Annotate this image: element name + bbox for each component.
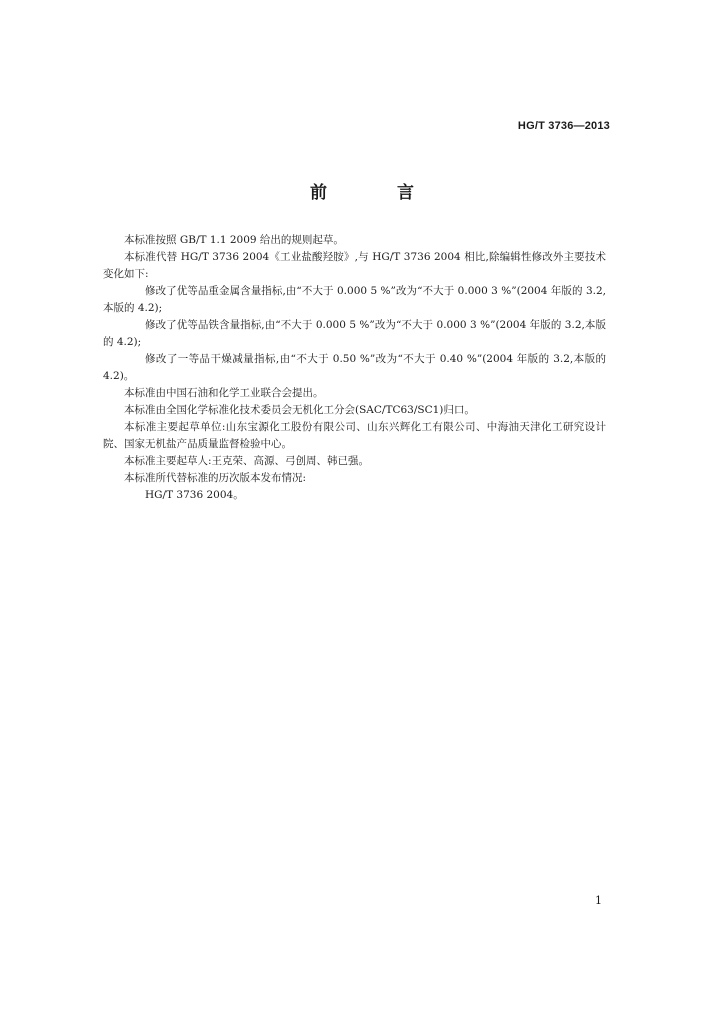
change-item-heavy-metal: 修改了优等品重金属含量指标,由“不大于 0.000 5 %”改为“不大于 0.000 3 %”(2004 年版的 3.2,本版的 4.2); [103,285,606,314]
change-item-loss-on-drying: 修改了一等品干燥减量指标,由“不大于 0.50 %”改为“不大于 0.40 %”(2004 年版的 3.2,本版的 4.2)。 [103,353,606,382]
page-number: 1 [595,894,602,907]
paragraph-drafting-rules: 本标准按照 GB/T 1.1 2009 给出的规则起草。 [124,234,344,246]
paragraph-under-jurisdiction: 本标准由全国化学标准化技术委员会无机化工分会(SAC/TC63/SC1)归口。 [124,404,475,416]
paragraph-drafting-units: 本标准主要起草单位:山东宝源化工股份有限公司、山东兴辉化工有限公司、中海油天津化工研究设计院、国家无机盐产品质量监督检验中心。 [103,421,606,450]
change-item-iron: 修改了优等品铁含量指标,由“不大于 0.000 5 %”改为“不大于 0.000 3 %”(2004 年版的 3.2,本版的 4.2); [103,319,606,348]
standard-code: HG/T 3736—2013 [517,120,610,132]
paragraph-previous-editions: 本标准所代替标准的历次版本发布情况: [124,472,307,484]
paragraph-replaces-standard: 本标准代替 HG/T 3736 2004《工业盐酸羟胺》,与 HG/T 3736 2004 相比,除编辑性修改外主要技术变化如下: [103,251,606,280]
paragraph-proposed-by: 本标准由中国石油和化学工业联合会提出。 [124,387,324,399]
foreword-body [103,232,606,504]
page-title: 前 言 [310,183,446,203]
previous-edition-item: HG/T 3736 2004。 [145,489,244,501]
paragraph-drafters: 本标准主要起草人:王克荣、高源、弓创周、韩已强。 [124,455,370,467]
